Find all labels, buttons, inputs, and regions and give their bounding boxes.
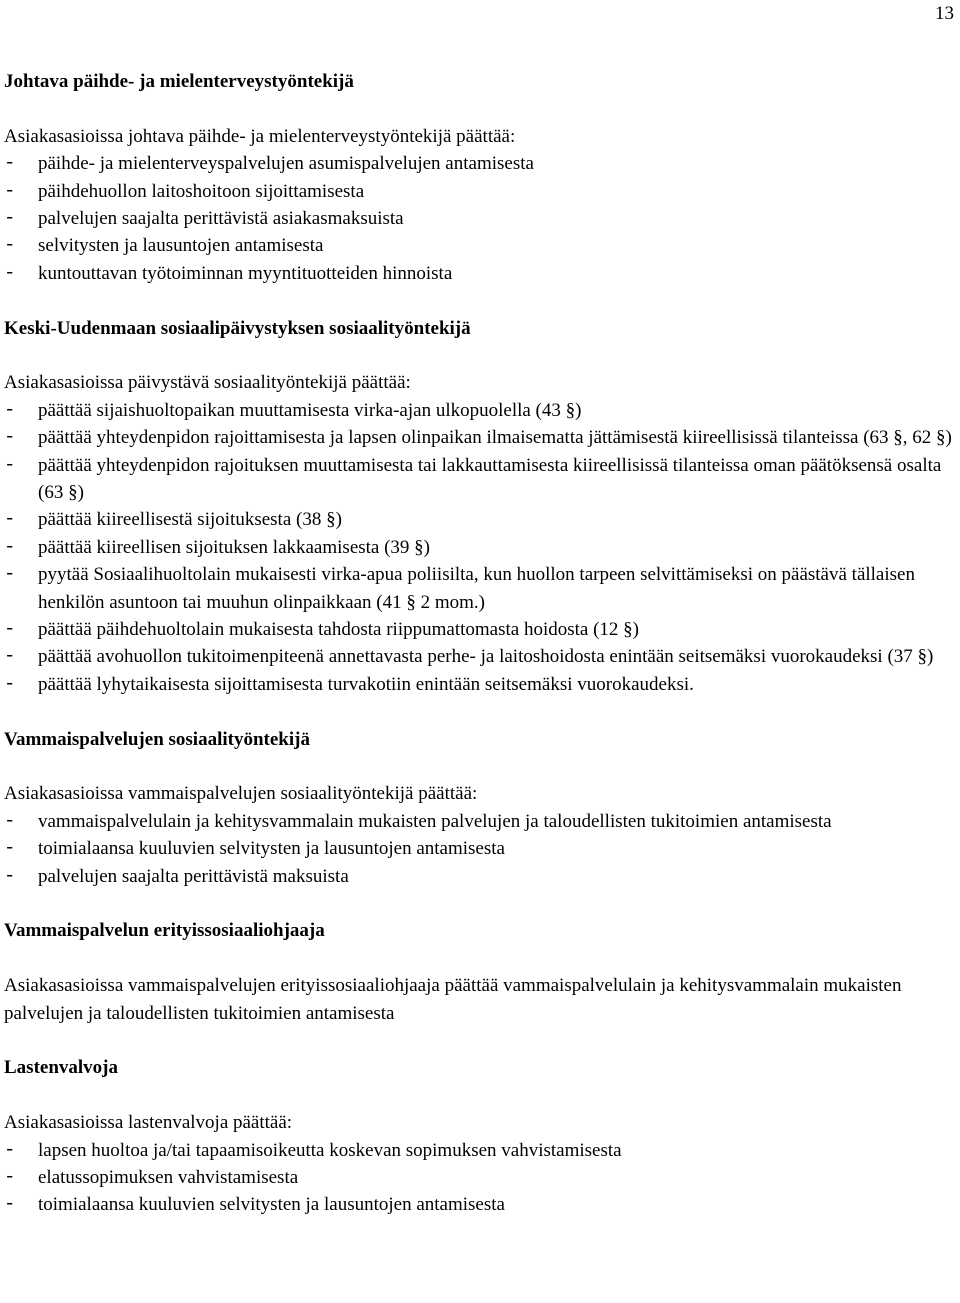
dash-bullet: -: [4, 618, 16, 641]
dash-bullet: -: [4, 179, 16, 202]
list-item: [4, 424, 954, 451]
section-heading: Johtava päihde- ja mielenterveystyöntekijä: [4, 71, 354, 92]
dash-bullet: -: [4, 398, 16, 421]
dash-bullet: -: [4, 508, 16, 531]
list-item: [4, 808, 954, 835]
list-item-text: päihdehuollon laitoshoitoon sijoittamisesta: [38, 180, 365, 202]
section-erityissosiaaliohjaaja: [4, 917, 954, 1027]
list-item: [4, 506, 954, 533]
decision-list: [4, 1137, 954, 1219]
section-intro: Asiakasasioissa vammaispalvelujen erityissosiaaliohjaaja päättää vammaispalvelulain ja kehitysvammalain mukaisten palvelujen ja taloudellisten tukitoimien antamisesta: [4, 975, 902, 1024]
list-item: [4, 1191, 954, 1218]
document-body: [4, 68, 954, 1219]
section-intro: Asiakasasioissa päivystävä sosiaalityöntekijä päättää:: [4, 372, 411, 394]
dash-bullet: -: [4, 837, 16, 860]
list-item-text: elatussopimuksen vahvistamisesta: [38, 1167, 299, 1189]
list-item-text: päättää kiireellisen sijoituksen lakkaamisesta (39 §): [38, 536, 431, 558]
section-sosiaalipaivystys: [4, 315, 954, 699]
section-lastenvalvoja: [4, 1054, 954, 1218]
dash-bullet: -: [4, 207, 16, 229]
list-item: [4, 178, 954, 205]
list-item-text: kuntouttavan työtoiminnan myyntituotteiden hinnoista: [38, 262, 453, 284]
list-item-text: toimialaansa kuuluvien selvitysten ja lausuntojen antamisesta: [38, 838, 505, 860]
section-heading: Vammaispalvelun erityissosiaaliohjaaja: [4, 920, 325, 942]
page-number: 13: [935, 3, 954, 24]
section-johtava-tyontekija: [4, 68, 954, 287]
list-item: [4, 452, 954, 507]
section-intro: Asiakasasioissa vammaispalvelujen sosiaalityöntekijä päättää:: [4, 783, 478, 805]
list-item-text: toimialaansa kuuluvien selvitysten ja lausuntojen antamisesta: [38, 1194, 505, 1216]
list-item: [4, 863, 954, 890]
list-item-text: vammaispalvelulain ja kehitysvammalain mukaisten palvelujen ja taloudellisten tukitoimien antamisesta: [38, 810, 832, 832]
list-item-text: palvelujen saajalta perittävistä asiakasmaksuista: [38, 208, 404, 229]
section-intro: Asiakasasioissa johtava päihde- ja mielenterveystyöntekijä päättää:: [4, 125, 516, 147]
list-item-text: päättää sijaishuoltopaikan muuttamisesta virka-ajan ulkopuolella (43 §): [38, 399, 582, 421]
list-item: [4, 534, 954, 561]
list-item-text: pyytää Sosiaalihuoltolain mukaisesti virka-apua poliisilta, kun huollon tarpeen selvittämiseksi on päästävä tällaisen henkilön asuntoon tai muuhun olinpaikkaan (41 § 2 mom.): [38, 564, 915, 613]
list-item-text: päihde- ja mielenterveyspalvelujen asumispalvelujen antamisesta: [38, 153, 534, 175]
list-item-text: päättää päihdehuoltolain mukaisesta tahdosta riippumattomasta hoidosta (12 §): [38, 619, 639, 641]
dash-bullet: -: [4, 152, 16, 175]
list-item: [4, 397, 954, 424]
list-item: [4, 1137, 954, 1164]
section-heading: Vammaispalvelujen sosiaalityöntekijä: [4, 728, 310, 750]
list-item-text: selvitysten ja lausuntojen antamisesta: [38, 235, 324, 257]
list-item-text: päättää yhteydenpidon rajoittamisesta ja lapsen olinpaikan ilmaisematta jättämisestä kiireellisissä tilanteissa (63 §, 62 §): [38, 427, 952, 449]
list-item: [4, 643, 954, 670]
dash-bullet: -: [4, 234, 16, 257]
section-heading: Lastenvalvoja: [4, 1057, 118, 1079]
list-item-text: päättää lyhytaikaisesta sijoittamisesta turvakotiin enintään seitsemäksi vuorokaudeksi.: [38, 673, 694, 695]
list-item: [4, 671, 954, 698]
list-item-text: lapsen huoltoa ja/tai tapaamisoikeutta koskevan sopimuksen vahvistamisesta: [38, 1139, 622, 1161]
dash-bullet: -: [4, 672, 16, 695]
dash-bullet: -: [4, 864, 16, 887]
dash-bullet: -: [4, 261, 16, 284]
list-item: [4, 1164, 954, 1191]
list-item-text: palvelujen saajalta perittävistä maksuista: [38, 865, 349, 887]
dash-bullet: -: [4, 1166, 16, 1189]
dash-bullet: -: [4, 809, 16, 832]
section-vammaispalvelut-sosiaalityontekija: [4, 726, 954, 890]
decision-list: [4, 150, 954, 287]
list-item-text: päättää yhteydenpidon rajoituksen muuttamisesta tai lakkauttamisesta kiireellisissä tilanteissa oman päätöksensä osalta (63 §): [38, 454, 942, 504]
section-intro: Asiakasasioissa lastenvalvoja päättää:: [4, 1112, 293, 1134]
list-item: [4, 205, 954, 232]
dash-bullet: -: [4, 1138, 16, 1161]
dash-bullet: -: [4, 426, 16, 449]
list-item: [4, 232, 954, 259]
list-item-text: päättää kiireellisestä sijoituksesta (38 §): [38, 509, 342, 531]
decision-list: [4, 808, 954, 890]
dash-bullet: -: [4, 535, 16, 558]
list-item: [4, 260, 954, 287]
list-item: [4, 150, 954, 177]
list-item: [4, 835, 954, 862]
decision-list: [4, 397, 954, 698]
dash-bullet: -: [4, 453, 16, 476]
section-heading: Keski-Uudenmaan sosiaalipäivystyksen sosiaalityöntekijä: [4, 317, 471, 339]
dash-bullet: -: [4, 645, 16, 668]
dash-bullet: -: [4, 563, 16, 586]
list-item: [4, 561, 954, 616]
list-item-text: päättää avohuollon tukitoimenpiteenä annettavasta perhe- ja laitoshoidosta enintään seitsemäksi vuorokaudeksi (37 §): [38, 646, 934, 668]
list-item: [4, 616, 954, 643]
dash-bullet: -: [4, 1193, 16, 1216]
